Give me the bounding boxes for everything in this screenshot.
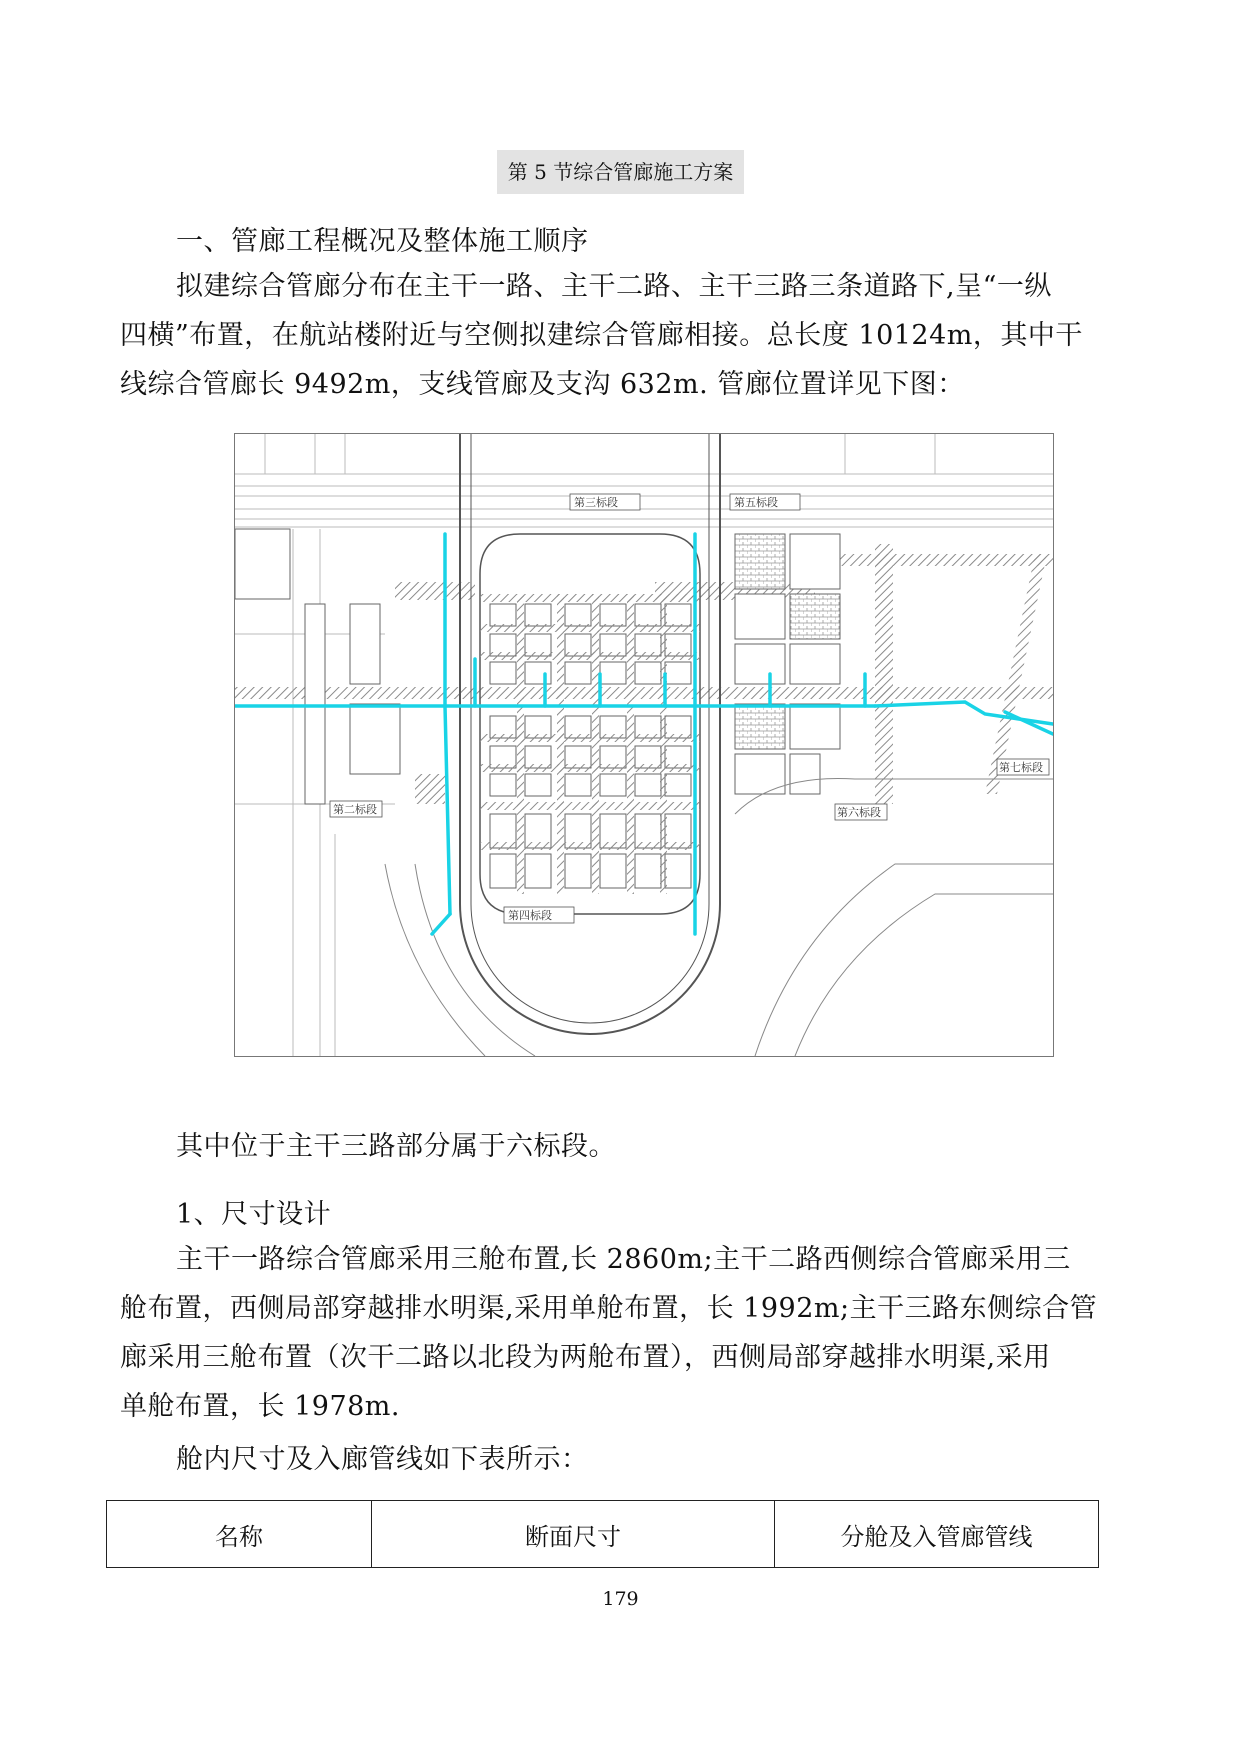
label-segment-6: 第六标段 xyxy=(837,806,881,819)
size-line-3: 廊采用三舱布置（次干二路以北段为两舱布置），西侧局部穿越排水明渠,采用 xyxy=(120,1342,1051,1373)
table-header-compartments: 分舱及入管廊管线 xyxy=(775,1501,1099,1568)
table-intro xyxy=(120,1435,1125,1484)
heading-overview: 一、管廊工程概况及整体施工顺序 xyxy=(176,226,589,257)
terminal-block xyxy=(565,604,591,626)
internal-road xyxy=(517,594,524,894)
west-structures xyxy=(235,529,400,804)
terminal-block xyxy=(490,662,516,684)
terminal-block xyxy=(665,854,691,888)
table-header-section-size: 断面尺寸 xyxy=(372,1501,775,1568)
terminal-block xyxy=(665,604,691,626)
terminal-block xyxy=(490,854,516,888)
internal-road xyxy=(660,594,667,894)
terminal-block xyxy=(565,774,591,796)
label-segment-7: 第七标段 xyxy=(999,761,1043,774)
size-line-4: 单舱布置，长 1978m. xyxy=(120,1391,400,1422)
section-six-text: 其中位于主干三路部分属于六标段。 xyxy=(176,1131,616,1162)
terminal-block xyxy=(525,604,551,626)
internal-road xyxy=(557,594,564,894)
label-segment-3: 第三标段 xyxy=(574,496,618,509)
overview-line-2: 四横”布置，在航站楼附近与空侧拟建综合管廊相接。总长度 10124m，其中干 xyxy=(120,320,1083,351)
terminal-block xyxy=(565,662,591,684)
overview-line-1: 拟建综合管廊分布在主干一路、主干二路、主干三路三条道路下,呈“一纵 xyxy=(176,271,1052,302)
east-blocks xyxy=(735,534,840,794)
size-line-2: 舱布置，西侧局部穿越排水明渠,采用单舱布置，长 1992m;主干三路东侧综合管 xyxy=(120,1293,1098,1324)
terminal-block xyxy=(525,662,551,684)
terminal-blocks xyxy=(480,594,700,894)
heading-size-design: 1、尺寸设计 xyxy=(176,1199,332,1230)
terminal-block xyxy=(600,604,626,626)
terminal-block xyxy=(635,604,661,626)
size-line-1: 主干一路综合管廊采用三舱布置,长 2860m;主干二路西侧综合管廊采用三 xyxy=(176,1244,1071,1275)
internal-road xyxy=(592,594,599,894)
terminal-block xyxy=(635,854,661,888)
overview-paragraph xyxy=(120,262,1125,409)
label-segment-5: 第五标段 xyxy=(734,496,778,509)
compartment-table xyxy=(106,1500,1099,1568)
terminal-block xyxy=(600,854,626,888)
terminal-block xyxy=(600,774,626,796)
label-segment-2: 第二标段 xyxy=(333,803,377,816)
pipe-gallery-layout-map xyxy=(234,433,1054,1057)
terminal-block xyxy=(635,662,661,684)
terminal-block xyxy=(665,662,691,684)
terminal-block xyxy=(490,604,516,626)
section-six-note xyxy=(120,1122,1125,1171)
terminal-block xyxy=(635,774,661,796)
table-header-name: 名称 xyxy=(107,1501,372,1568)
section-title: 第 5 节综合管廊施工方案 xyxy=(497,150,744,194)
terminal-block xyxy=(525,774,551,796)
terminal-block xyxy=(665,774,691,796)
terminal-block xyxy=(565,854,591,888)
terminal-block xyxy=(525,854,551,888)
internal-road xyxy=(627,594,634,894)
table-header-row xyxy=(107,1501,1099,1568)
page-number: 179 xyxy=(602,1588,639,1610)
overview-line-3: 线综合管廊长 9492m，支线管廊及支沟 632m. 管廊位置详见下图： xyxy=(120,369,965,400)
terminal-block xyxy=(600,662,626,684)
table-intro-text: 舱内尺寸及入廊管线如下表所示： xyxy=(176,1444,589,1475)
terminal-block xyxy=(490,774,516,796)
label-segment-4: 第四标段 xyxy=(508,909,552,922)
size-design-paragraph xyxy=(120,1235,1125,1431)
